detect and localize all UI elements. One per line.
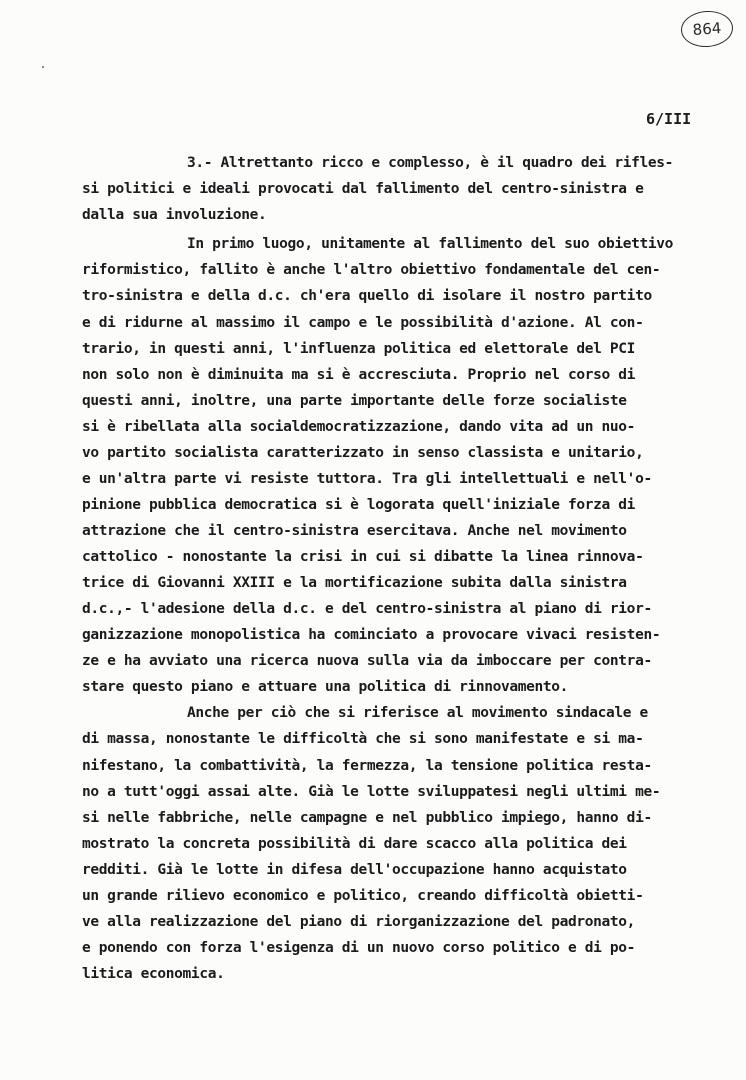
text-line: e di ridurne al massimo il campo e le possibilità d'azione. Al con- xyxy=(82,315,644,331)
archive-stamp: 864 xyxy=(680,9,734,49)
text-line: 3.- Altrettanto ricco e complesso, è il quadro dei rifles- xyxy=(187,155,674,171)
page-number: 6/III xyxy=(646,110,692,128)
text-line: redditi. Già le lotte in difesa dell'occupazione hanno acquistato xyxy=(82,862,627,878)
text-line: dalla sua involuzione. xyxy=(82,207,267,223)
text-line: pinione pubblica democratica si è logorata quell'iniziale forza di xyxy=(82,497,636,513)
paper-speck xyxy=(42,66,44,68)
text-line: litica economica. xyxy=(82,966,225,982)
text-line: In primo luogo, unitamente al fallimento del suo obiettivo xyxy=(187,236,674,252)
text-line: ganizzazione monopolistica ha cominciato a provocare vivaci resisten- xyxy=(82,627,661,643)
text-line: d.c.,- l'adesione della d.c. e del centro-sinistra al piano di rior- xyxy=(82,601,652,617)
text-line: un grande rilievo economico e politico, creando difficoltà obietti- xyxy=(82,888,644,904)
text-line: ve alla realizzazione del piano di riorganizzazione del padronato, xyxy=(82,914,636,930)
text-line: si nelle fabbriche, nelle campagne e nel pubblico impiego, hanno di- xyxy=(82,810,652,826)
text-line: riformistico, fallito è anche l'altro obiettivo fondamentale del cen- xyxy=(82,262,661,278)
text-line: tro-sinistra e della d.c. ch'era quello di isolare il nostro partito xyxy=(82,288,652,304)
text-line: stare questo piano e attuare una politica di rinnovamento. xyxy=(82,679,569,695)
text-line: no a tutt'oggi assai alte. Già le lotte sviluppatesi negli ultimi me- xyxy=(82,784,661,800)
text-line: questi anni, inoltre, una parte importante delle forze socialiste xyxy=(82,393,627,409)
text-line: trice di Giovanni XXIII e la mortificazione subita dalla sinistra xyxy=(82,575,627,591)
text-line: ze e ha avviato una ricerca nuova sulla via da imboccare per contra- xyxy=(82,653,652,669)
text-line: Anche per ciò che si riferisce al movimento sindacale e xyxy=(187,705,648,721)
text-line: cattolico - nonostante la crisi in cui si dibatte la linea rinnova- xyxy=(82,549,644,565)
text-line: e un'altra parte vi resiste tuttora. Tra gli intellettuali e nell'o- xyxy=(82,471,652,487)
text-line: vo partito socialista caratterizzato in senso classista e unitario, xyxy=(82,445,644,461)
text-line: si è ribellata alla socialdemocratizzazione, dando vita ad un nuo- xyxy=(82,419,636,435)
text-line: attrazione che il centro-sinistra esercitava. Anche nel movimento xyxy=(82,523,627,539)
text-line: trario, in questi anni, l'influenza politica ed elettorale del PCI xyxy=(82,341,636,357)
text-line: e ponendo con forza l'esigenza di un nuovo corso politico e di po- xyxy=(82,940,636,956)
text-line: si politici e ideali provocati dal fallimento del centro-sinistra e xyxy=(82,181,644,197)
text-line: non solo non è diminuita ma si è accresciuta. Proprio nel corso di xyxy=(82,367,636,383)
text-line: di massa, nonostante le difficoltà che si sono manifestate e si ma- xyxy=(82,731,644,747)
text-line: mostrato la concreta possibilità di dare scacco alla politica dei xyxy=(82,836,627,852)
text-line: nifestano, la combattività, la fermezza, la tensione politica resta- xyxy=(82,758,652,774)
